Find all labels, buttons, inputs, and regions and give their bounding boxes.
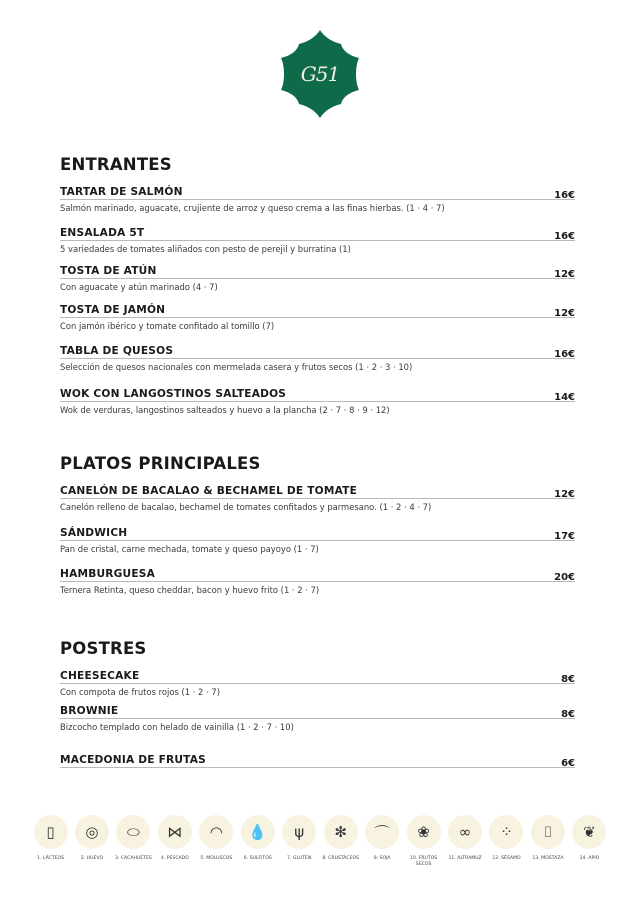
- fish-icon: ⋈: [158, 815, 192, 849]
- allergen-pescado: [154, 815, 195, 868]
- item-description: Con jamón ibérico y tomate confitado al tomillo (7): [60, 321, 275, 331]
- item-name: CHEESECAKE: [60, 670, 140, 682]
- allergen-label: 12. SÉSAMO: [492, 856, 521, 861]
- item-price: 17€: [554, 531, 575, 542]
- item-price: 16€: [554, 349, 575, 360]
- menu-item: [60, 754, 575, 768]
- menu-item: [60, 388, 575, 415]
- allergen-label: 8. CRUSTÁCEOS: [322, 856, 360, 861]
- soy-pod-icon: ⌒: [365, 815, 399, 849]
- item-price: 12€: [554, 489, 575, 500]
- shell-icon: ◠: [199, 815, 233, 849]
- allergen-cacahuetes: [113, 815, 154, 868]
- item-name: TOSTA DE JAMÓN: [60, 304, 166, 316]
- allergen-legend: [30, 815, 610, 868]
- crab-icon: ✻: [324, 815, 358, 849]
- allergen-frutos-secos: [403, 815, 444, 868]
- item-description: Ternera Retinta, queso cheddar, bacon y huevo frito (1 · 2 · 7): [60, 585, 320, 595]
- menu-item: [60, 304, 575, 331]
- section-postres: [60, 639, 575, 658]
- allergen-soja: [362, 815, 403, 868]
- menu-item: [60, 670, 575, 697]
- allergen-gluten: [279, 815, 320, 868]
- menu-item: [60, 568, 575, 595]
- allergen-apio: [569, 815, 610, 868]
- allergen-label: 10. FRUTOS SECOS: [409, 856, 438, 867]
- mustard-bottle-icon: ⌷: [531, 815, 565, 849]
- item-description: Pan de cristal, carne mechada, tomate y queso payoyo (1 · 7): [60, 544, 319, 554]
- item-description: Salmón marinado, aguacate, crujiente de arroz y queso crema a las finas hierbas. (1 · 4 · 7): [60, 203, 445, 213]
- allergen-label: 2. HUEVO: [80, 856, 104, 861]
- item-price: 16€: [554, 231, 575, 242]
- nuts-icon: ❀: [407, 815, 441, 849]
- item-name: SÁNDWICH: [60, 527, 128, 539]
- section-title: ENTRANTES: [60, 155, 172, 174]
- menu-item: [60, 345, 575, 372]
- item-name: MACEDONIA DE FRUTAS: [60, 754, 206, 766]
- allergen-label: 5. MOLUSCOS: [200, 856, 233, 861]
- item-name: HAMBURGUESA: [60, 568, 156, 580]
- section-entrantes: [60, 155, 575, 174]
- item-description: Wok de verduras, langostinos salteados y huevo a la plancha (2 · 7 · 8 · 9 · 12): [60, 405, 390, 415]
- allergen-label: 13. MOSTAZA: [532, 856, 564, 861]
- allergen-sulfitos: [237, 815, 278, 868]
- item-description: Selección de quesos nacionales con mermelada casera y frutos secos (1 · 2 · 3 · 10): [60, 362, 413, 372]
- allergen-mostaza: [527, 815, 568, 868]
- allergen-label: 9. SOJA: [373, 856, 391, 861]
- item-price: 14€: [554, 392, 575, 403]
- section-title: POSTRES: [60, 639, 147, 658]
- allergen-label: 4. PESCADO: [160, 856, 189, 861]
- allergen-crustaceos: [320, 815, 361, 868]
- menu-item: [60, 186, 575, 213]
- section-platos-principales: [60, 454, 575, 473]
- item-price: 12€: [554, 308, 575, 319]
- item-price: 20€: [554, 572, 575, 583]
- allergen-label: 1. LÁCTEOS: [36, 856, 65, 861]
- allergen-label: 7. GLUTEN: [287, 856, 312, 861]
- peanut-icon: ⬭: [116, 815, 150, 849]
- allergen-lacteos: [30, 815, 71, 868]
- sesame-icon: ⁘: [489, 815, 523, 849]
- allergen-huevo: [71, 815, 112, 868]
- restaurant-logo: [273, 30, 367, 118]
- section-title: PLATOS PRINCIPALES: [60, 454, 261, 473]
- item-name: ENSALADA 5T: [60, 227, 145, 239]
- item-price: 8€: [561, 674, 575, 685]
- item-name: WOK CON LANGOSTINOS SALTEADOS: [60, 388, 287, 400]
- item-name: BROWNIE: [60, 705, 119, 717]
- logo-text: G51: [300, 62, 340, 86]
- menu-item: [60, 485, 575, 512]
- item-description: Bizcocho templado con helado de vainilla (1 · 2 · 7 · 10): [60, 722, 294, 732]
- menu-item: [60, 265, 575, 292]
- wheat-icon: ψ: [282, 815, 316, 849]
- item-price: 12€: [554, 269, 575, 280]
- allergen-label: 6. SULFITOS: [243, 856, 272, 861]
- allergen-moluscos: [196, 815, 237, 868]
- allergen-label: 14. APIO: [579, 856, 600, 861]
- allergen-label: 3. CACAHUETES: [115, 856, 152, 861]
- item-description: Con compota de frutos rojos (1 · 2 · 7): [60, 687, 220, 697]
- item-description: Con aguacate y atún marinado (4 · 7): [60, 282, 218, 292]
- egg-icon: ◎: [75, 815, 109, 849]
- item-name: TARTAR DE SALMÓN: [60, 186, 183, 198]
- item-description: Canelón relleno de bacalao, bechamel de tomates confitados y parmesano. (1 · 2 · 4 · 7): [60, 502, 432, 512]
- item-name: TOSTA DE ATÚN: [60, 265, 157, 277]
- milk-carton-icon: ▯: [34, 815, 68, 849]
- item-name: TABLA DE QUESOS: [60, 345, 174, 357]
- item-description: 5 variedades de tomates aliñados con pesto de perejil y burratina (1): [60, 244, 351, 254]
- item-price: 6€: [561, 758, 575, 769]
- item-price: 16€: [554, 190, 575, 201]
- lupin-icon: ∞: [448, 815, 482, 849]
- item-name: CANELÓN DE BACALAO & BECHAMEL DE TOMATE: [60, 485, 358, 497]
- allergen-sesamo: [486, 815, 527, 868]
- menu-item: [60, 527, 575, 554]
- menu-item: [60, 227, 575, 254]
- allergen-altramuz: [445, 815, 486, 868]
- menu-item: [60, 705, 575, 732]
- allergen-label: 11. ALTRAMUZ: [448, 856, 482, 861]
- celery-icon: ❦: [572, 815, 606, 849]
- item-price: 8€: [561, 709, 575, 720]
- drop-icon: 💧: [241, 815, 275, 849]
